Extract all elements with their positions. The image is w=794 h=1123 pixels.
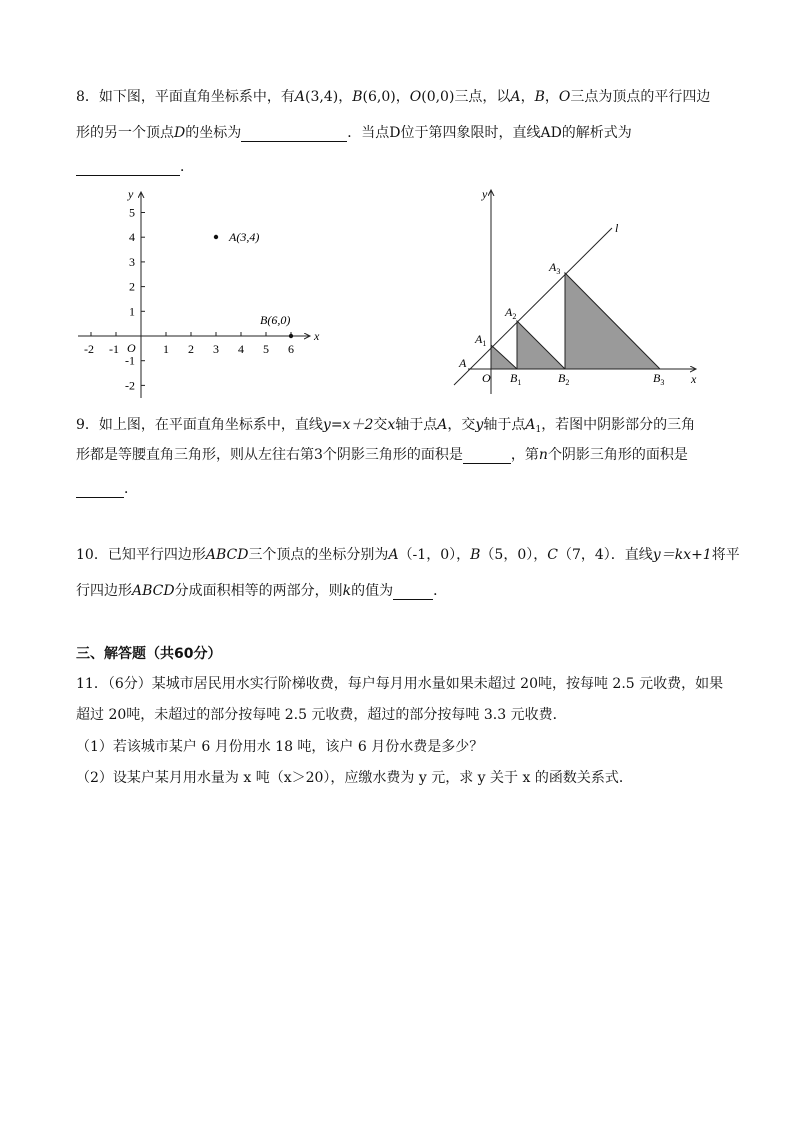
q10-answer-blank[interactable] [393, 585, 433, 600]
fig2-origin-label: O [482, 371, 491, 385]
q11-line3: （1）若该城市某户 6 月份用水 18 吨，该户 6 月份水费是多少？ [76, 739, 484, 755]
fig1-xtick-label: 5 [263, 342, 269, 356]
q11-line2: 超过 20吨，未超过的部分按每吨 2.5 元收费，超过的部分按每吨 3.3 元收费． [76, 707, 567, 723]
q9-answer-blank-1[interactable] [463, 449, 511, 464]
shaded-triangle-3 [565, 273, 660, 369]
q8-line1: 8．如下图，平面直角坐标系中，有A(3,4)，B(6,0)，O(0,0)三点，以A，B，O三点为顶点的平行四边 [76, 89, 711, 105]
fig1-xtick-label: 1 [163, 342, 169, 356]
fig2-point-B3: $B_3$ [653, 371, 665, 387]
fig1-xtick-label: 3 [213, 342, 219, 356]
q11-line4: （2）设某户某月用水量为 x 吨（x＞20），应缴水费为 y 元，求 y 关于 x 的函数关系式． [76, 770, 633, 786]
fig1-ytick-label: -2 [125, 378, 135, 393]
fig1-x-label: x [314, 329, 320, 343]
fig1-ytick-label: 1 [129, 304, 135, 319]
figure-staircase-triangles [448, 180, 708, 402]
q10-line2: 行四边形ABCD分成面积相等的两部分，则k的值为 ． [76, 583, 448, 599]
fig2-line-label: l [615, 221, 619, 235]
q9-answer-blank-2[interactable] [76, 483, 124, 498]
q10-line1: 10．已知平行四边形ABCD三个顶点的坐标分别为A（-1，0），B（5，0），C（7，4）．直线y＝kx+1将平 [76, 547, 740, 563]
shaded-triangle-1 [491, 345, 517, 369]
fig1-xtick-label: -1 [109, 342, 119, 356]
fig2-point-B1: $B_1$ [510, 371, 522, 387]
fig1-y-label: y [128, 187, 134, 201]
shaded-triangle-2 [517, 321, 565, 369]
q8-answer-blank-2[interactable] [76, 161, 180, 176]
q9-line1: 9．如上图，在平面直角坐标系中，直线y=x＋2交x轴于点A，交y轴于点$A_1$，若图中阴影部分的三角 [76, 417, 696, 435]
q8-line3: ． [76, 158, 194, 176]
fig1-origin-label: O [127, 341, 136, 355]
q11-line1: 11．（6分）某城市居民用水实行阶梯收费，每户每月用水量如果未超过 20吨，按每吨 2.5 元收费，如果 [76, 676, 724, 692]
fig1-ytick-label: 5 [129, 205, 135, 220]
point-B-dot [289, 334, 293, 338]
fig2-x-label: x [691, 372, 697, 386]
q8-line2: 形的另一个顶点D的坐标为 ．当点D位于第四象限时，直线AD的解析式为 [76, 125, 632, 141]
point-B-label: B(6,0) [260, 313, 291, 327]
fig2-point-A2: $A_2$ [505, 305, 517, 321]
point-A-label: A(3,4) [229, 230, 260, 244]
fig1-ytick-label: 4 [129, 230, 135, 245]
q8-answer-blank-1[interactable] [241, 127, 347, 142]
section-heading: 三、解答题（共60分） [76, 646, 222, 662]
fig1-xtick-label: 6 [288, 342, 294, 356]
fig2-y-label: y [482, 187, 488, 201]
fig1-ytick-label: 3 [129, 254, 135, 269]
fig1-ytick-label: -1 [125, 353, 135, 368]
fig2-point-A: A [459, 356, 467, 370]
fig2-point-A1: $A_1$ [475, 332, 487, 348]
figure-coordinate-plane [78, 186, 338, 402]
fig1-xtick-label: 2 [188, 342, 194, 356]
fig1-ytick-label: 2 [129, 279, 135, 294]
point-A-dot [214, 235, 218, 239]
fig2-point-B2: $B_2$ [558, 371, 570, 387]
q9-line2: 形都是等腰直角三角形，则从左往右第3个阴影三角形的面积是 ，第n个阴影三角形的面积是 [76, 447, 688, 463]
fig1-xtick-label: 4 [238, 342, 244, 356]
fig1-xtick-label: -2 [84, 342, 94, 356]
fig2-point-A3: $A_3$ [549, 260, 561, 276]
q9-line3: ． [76, 480, 138, 498]
